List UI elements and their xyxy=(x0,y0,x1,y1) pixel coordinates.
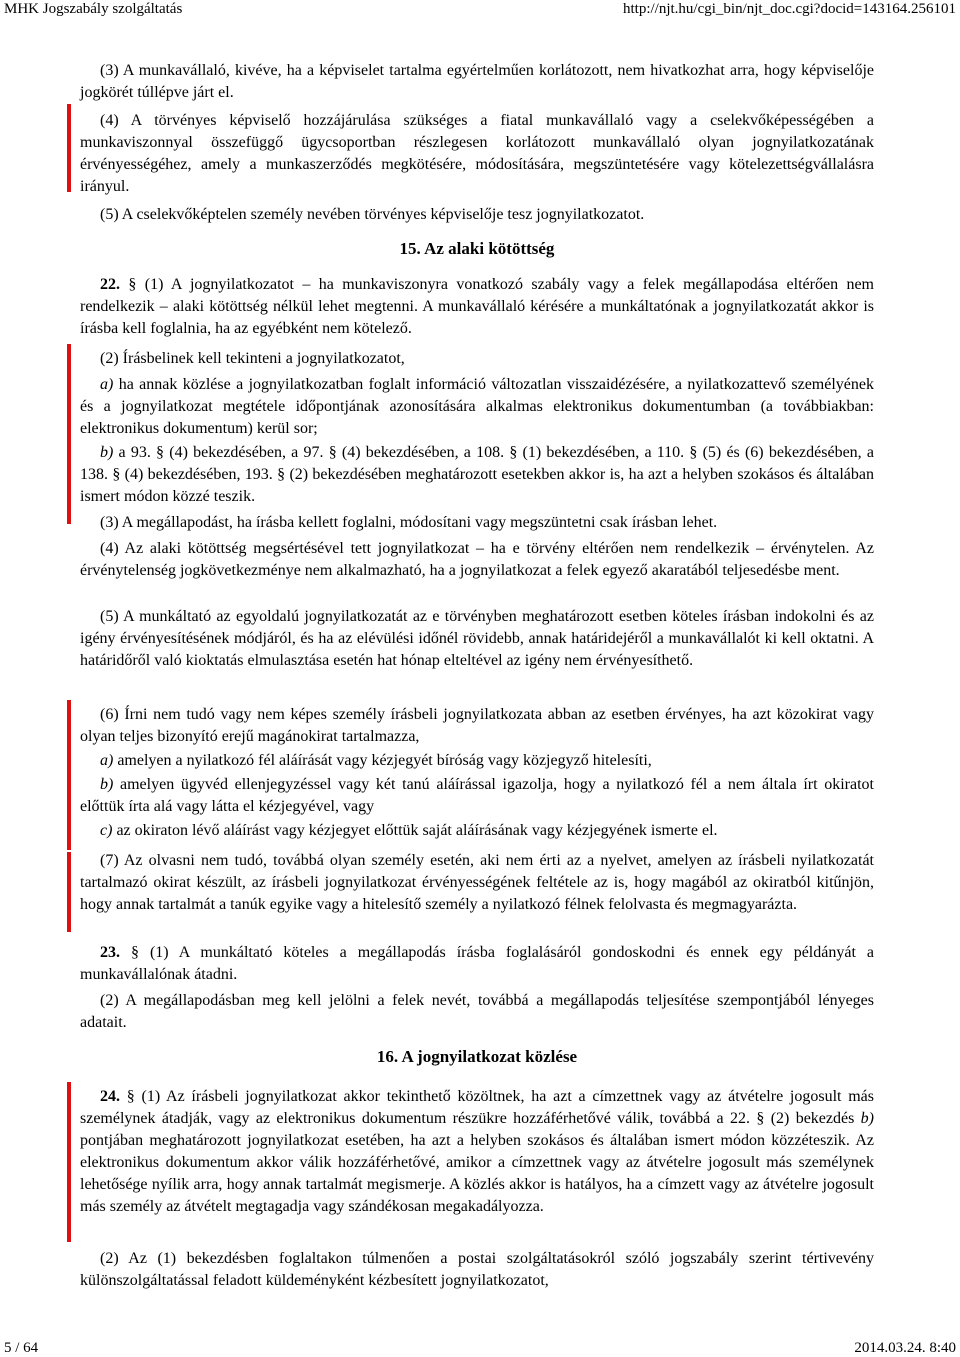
change-marker xyxy=(67,104,71,192)
change-marker xyxy=(67,1082,71,1242)
paragraph-22-7: (7) Az olvasni nem tudó, továbbá olyan személy esetén, aki nem érti az a nyelvet, amelyen az írásbeli nyilatkozatát tartalmazó okirat készült, az írásbeli jognyilatkozat érvényességének feltétele az is, hogy magából az okiratból kitűnjön, hogy annak tartalmát a tanúk egyike vagy a hitelesítő személy a nyilatkozó félnek felolvasta és megmagyarázta. xyxy=(80,852,874,913)
paragraph-22-6-c: c) az okiraton lévő aláírást vagy kézjegyet előttük saját aláírásának vagy kézjegyének ismerte el. xyxy=(100,822,718,839)
paragraph-24-1: 24. § (1) Az írásbeli jognyilatkozat akkor tekinthető közöltnek, ha azt a címzettnek vagy az átvételre jogosult más személynek átadják, vagy az elektronikus dokumentum részükre hozzáférhetővé válik, továbbá a 22. § (2) bekezdés b) pontjában meghatározott jognyilatkozat esetében, ha azt a helyben szokásos és általában ismert módon közzéteszik. Az elektronikus dokumentum akkor válik hozzáférhetővé, amikor a címzettnek vagy az átvételre jogosult más személynek lehetősége nyílik arra, hogy annak tartalmát megismerje. A közlés akkor is hatályos, ha a címzett vagy az átvételre jogosult más személy az átvételt megtagadja vagy szándékosan megakadályozza. xyxy=(80,1088,874,1215)
paragraph-22-4: (4) Az alaki kötöttség megsértésével tett jognyilatkozat – ha e törvény eltérően nem rendelkezik – érvénytelen. Az érvénytelenség jogkövetkezménye nem alkalmazható, ha a jognyilatkozat a felek egyező akaratából teljesedésbe ment. xyxy=(80,540,874,579)
paragraph-22-2-a: a) ha annak közlése a jognyilatkozatban foglalt információ változatlan visszaidézésére, a nyilatkozattevő személyének és a jognyilatkozat megtétele időpontjának azonosítására alkalmas elektronikus dokumentumban (a továbbiakban: elektronikus dokumentum) kerül sor; xyxy=(80,376,874,437)
section-heading-15: 15. Az alaki kötöttség xyxy=(399,239,555,258)
section-number-24: 24. xyxy=(100,1088,120,1105)
header-url[interactable]: http://njt.hu/cgi_bin/njt_doc.cgi?docid=143164.256101 xyxy=(622,1,956,17)
paragraph-22-6-b: b) amelyen ügyvéd ellenjegyzéssel vagy két tanú aláírással igazolja, hogy a nyilatkozó fél a nem általa írt okiratot előttük írta alá vagy látta el kézjegyével, vagy xyxy=(80,776,874,815)
paragraph-22-6-a: a) amelyen a nyilatkozó fél aláírását vagy kézjegyét bíróság vagy közjegyző hitelesíti, xyxy=(100,752,652,769)
section-number-23: 23. xyxy=(100,944,120,961)
paragraph-23-2: (2) A megállapodásban meg kell jelölni a felek nevét, továbbá a megállapodás teljesítése szempontjából lényeges adatait. xyxy=(80,992,874,1031)
print-datetime: 2014.03.24. 8:40 xyxy=(854,1340,956,1356)
paragraph-22-1: 22. § (1) A jognyilatkozatot – ha munkaviszonyra vonatkozó szabály vagy a felek megállapodása eltérően nem rendelkezik – alaki kötöttség nélkül lehet megtenni. A munkavállaló kérésére a munkáltatónak a jognyilatkozatát akkor is írásba kell foglalnia, ha az egyébként nem kötelező. xyxy=(80,276,874,337)
section-number-22: 22. xyxy=(100,276,120,293)
paragraph-22-3: (3) A megállapodást, ha írásba kellett foglalni, módosítani vagy megszüntetni csak írásban lehet. xyxy=(100,514,718,531)
header-source: MHK Jogszabály szolgáltatás xyxy=(4,1,183,17)
paragraph-21-4: (4) A törvényes képviselő hozzájárulása szükséges a fiatal munkavállaló vagy a cselekvőképességében a munkaviszonnyal összefüggő ügycsoportban részlegesen korlátozott munkavállaló olyan jognyilatkozatának érvényességéhez, amely a munkaszerződés megkötésére, módosítására, megszüntetésére vagy kötelezettségvállalásra irányul. xyxy=(80,112,874,195)
change-marker xyxy=(67,344,71,524)
paragraph-22-5: (5) A munkáltató az egyoldalú jognyilatkozatát az e törvényben meghatározott esetben köteles írásban indokolni és az igény érvényesítésének módjáról, és ha az elévülési időnél rövidebb, annak határidejéről a munkavállalót ki kell oktatni. A határidőről való kioktatás elmulasztása esetén hat hónap elteltével az igény nem érvényesíthető. xyxy=(80,608,874,669)
change-marker xyxy=(67,852,71,932)
section-heading-16: 16. A jognyilatkozat közlése xyxy=(376,1047,578,1066)
paragraph-23-1: 23. § (1) A munkáltató köteles a megállapodás írásba foglalásáról gondoskodni és ennek egy példányát a munkavállalónak átadni. xyxy=(80,944,874,983)
change-marker xyxy=(67,700,71,850)
paragraph-24-2: (2) Az (1) bekezdésben foglaltakon túlmenően a postai szolgáltatásokról szóló jogszabály szerint tértivevény különszolgáltatással feladott küldeményként kézbesített jognyilatkozatot, xyxy=(80,1250,874,1289)
paragraph-22-2: (2) Írásbelinek kell tekinteni a jognyilatkozatot, xyxy=(100,350,405,367)
paragraph-21-5: (5) A cselekvőképtelen személy nevében törvényes képviselője tesz jognyilatkozatot. xyxy=(100,206,645,223)
paragraph-21-3: (3) A munkavállaló, kivéve, ha a képviselet tartalma egyértelműen korlátozott, nem hivatkozhat arra, hogy képviselője jogkörét túllépve járt el. xyxy=(80,62,874,101)
page-number: 5 / 64 xyxy=(4,1340,39,1356)
paragraph-22-6: (6) Írni nem tudó vagy nem képes személy írásbeli jognyilatkozata abban az esetben érvényes, ha azt közokirat vagy olyan teljes bizonyító erejű magánokirat tartalmazza, xyxy=(80,706,874,745)
paragraph-22-2-b: b) a 93. § (4) bekezdésében, a 97. § (4) bekezdésében, a 108. § (1) bekezdésében, a 110. § (5) és (6) bekezdésében, a 138. § (4) bekezdésében, 193. § (2) bekezdésében meghatározott esetekben akkor is, ha azt a helyben szokásos és általában ismert módon közzé teszik. xyxy=(80,444,874,505)
